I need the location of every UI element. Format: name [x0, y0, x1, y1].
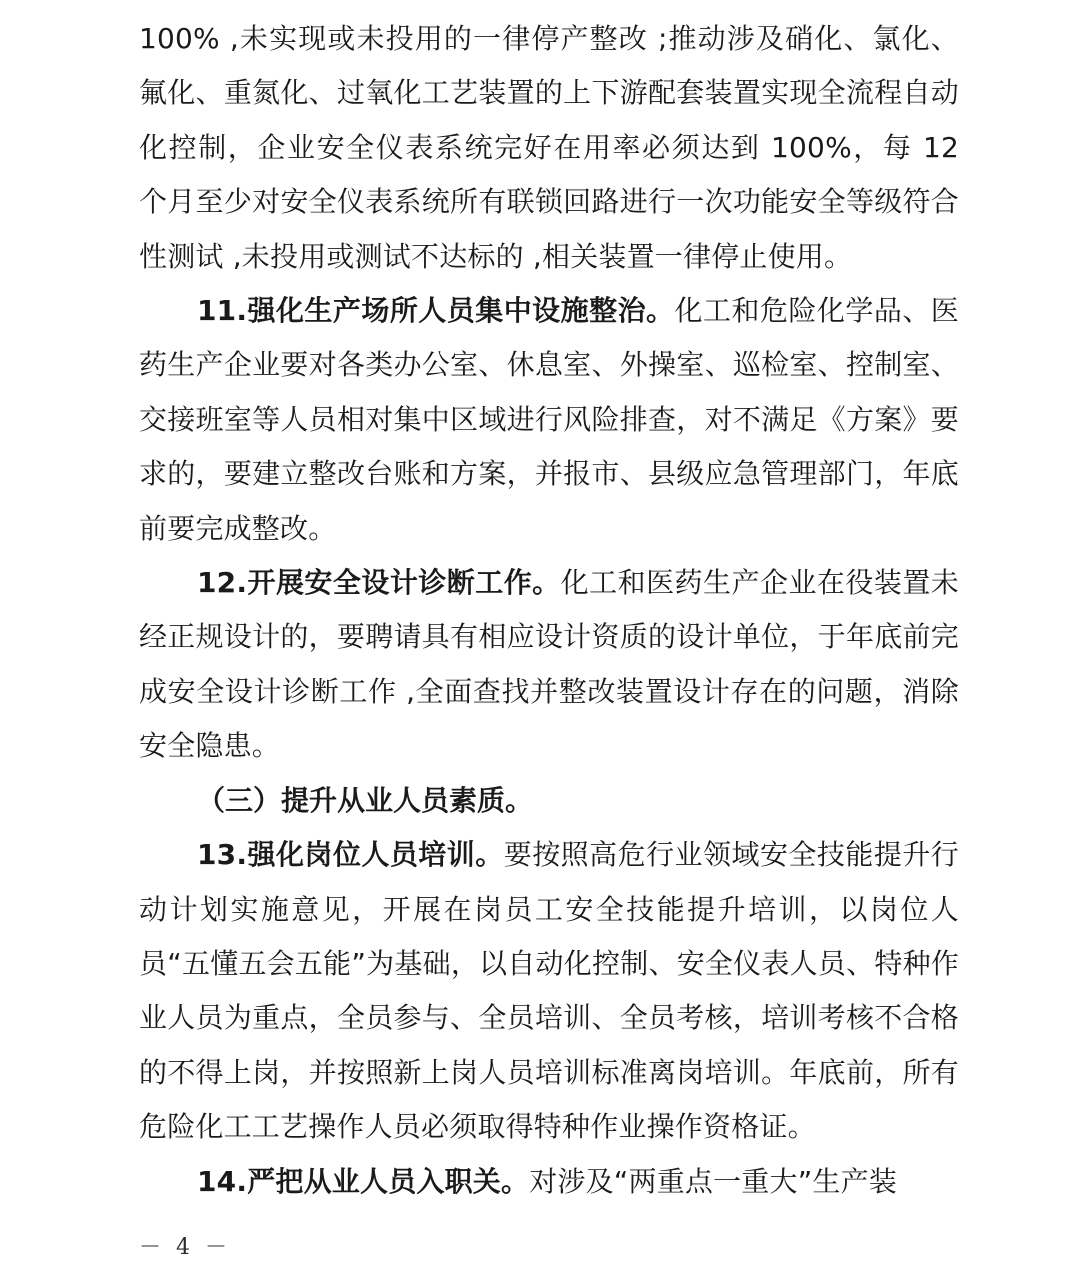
item-11-heading: 11.强化生产场所人员集中设施整治。: [197, 294, 675, 328]
item-14-heading: 14.严把从业人员入职关。: [197, 1164, 530, 1198]
document-body: [139, 12, 959, 1209]
item-14-text: 对涉及“两重点一重大”生产装: [529, 1164, 898, 1198]
item-11-text: 化工和危险化学品、医药生产企业要对各类办公室、休息室、外操室、巡检室、控制室、交接班室等人员相对集中区域进行风险排查，对不满足《方案》要求的，要建立整改台账和方案，并报市、县级应急管理部门，年底前要完成整改。: [139, 294, 959, 545]
item-12-heading: 12.开展安全设计诊断工作。: [197, 566, 561, 600]
paragraph-11: [139, 284, 959, 556]
item-13-text: 要按照高危行业领域安全技能提升行动计划实施意见，开展在岗员工安全技能提升培训，以岗位人员“五懂五会五能”为基础，以自动化控制、安全仪表人员、特种作业人员为重点，全员参与、全员培训、全员考核，培训考核不合格的不得上岗，并按照新上岗人员培训标准离岗培训。年底前，所有危险化工工艺操作人员必须取得特种作业操作资格证。: [139, 838, 959, 1144]
paragraph-13: [139, 828, 959, 1154]
paragraph-1-text: 100% ,未实现或未投用的一律停产整改 ;推动涉及硝化、氯化、氟化、重氮化、过氧化工艺装置的上下游配套装置实现全流程自动化控制，企业安全仪表系统完好在用率必须达到 100%，每 12 个月至少对安全仪表系统所有联锁回路进行一次功能安全等级符合性测试 ,未投用或测试不达标的 ,相关装置一律停止使用。: [139, 22, 959, 273]
paragraph-14: [139, 1155, 959, 1209]
page-number: － 4 －: [139, 1235, 231, 1260]
section-heading-3: （三）提升从业人员素质。: [197, 783, 534, 817]
item-12-text: 化工和医药生产企业在役装置未经正规设计的，要聘请具有相应设计资质的设计单位，于年底前完成安全设计诊断工作 ,全面查找并整改装置设计存在的问题，消除安全隐患。: [139, 566, 959, 763]
paragraph-12: [139, 556, 959, 774]
item-13-heading: 13.强化岗位人员培训。: [197, 838, 504, 872]
paragraph-1: [139, 12, 959, 284]
